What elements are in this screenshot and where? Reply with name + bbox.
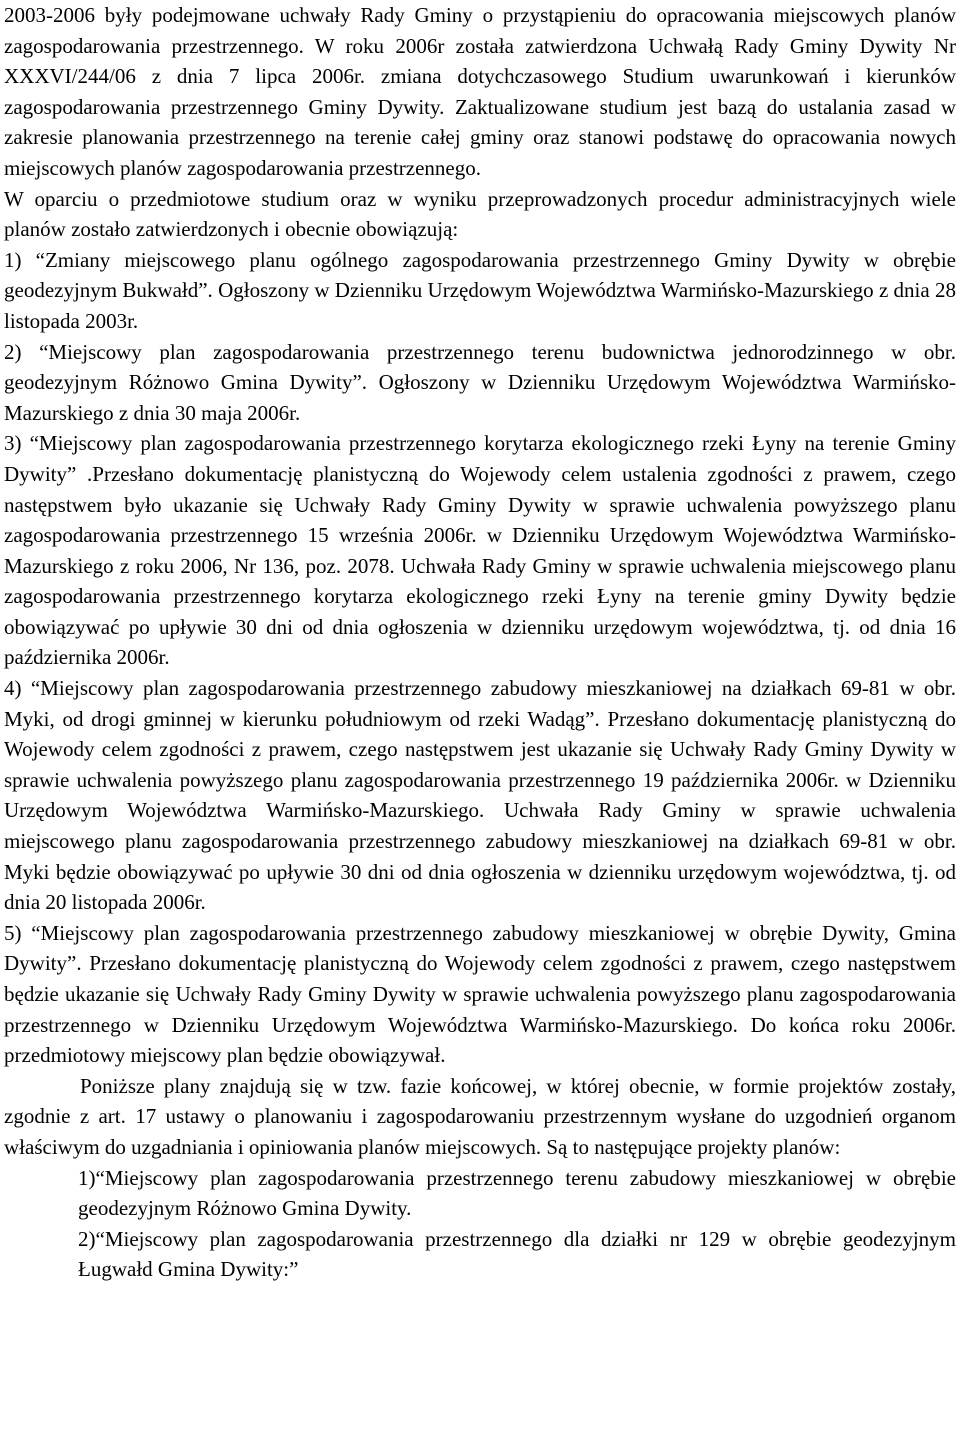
plan-item-3: 3) “Miejscowy plan zagospodarowania przestrzennego korytarza ekologicznego rzeki Łyny na terenie Gminy Dywity” .Przesłano dokumentację planistyczną do Wojewody celem ustalenia zgodności z prawem, czego następstwem było ukazanie się Uchwały Rady Gminy Dywity w sprawie uchwalenia powyższego planu zagospodarowania przestrzennego 15 września 2006r. w Dzienniku Urzędowym Województwa Warmińsko-Mazurskiego z roku 2006, Nr 136, poz. 2078. Uchwała Rady Gminy w sprawie uchwalenia miejscowego planu zagospodarowania przestrzennego korytarza ekologicznego rzeki Łyny na terenie gminy Dywity będzie obowiązywać po upływie 30 dni od dnia ogłoszenia w dzienniku urzędowym województwa, tj. od dnia 16 października 2006r. xyxy=(4,431,956,670)
plan-item-4: 4) “Miejscowy plan zagospodarowania przestrzennego zabudowy mieszkaniowej na działkach 69-81 w obr. Myki, od drogi gminnej w kierunku południowym od rzeki Wadąg”. Przesłano dokumentację planistyczną do Wojewody celem zgodności z prawem, czego następstwem jest ukazanie się Uchwały Rady Gminy Dywity w sprawie uchwalenia powyższego planu zagospodarowania przestrzennego 19 października 2006r. w Dzienniku Urzędowym Województwa Warmińsko-Mazurskiego. Uchwała Rady Gminy w sprawie uchwalenia miejscowego planu zagospodarowania przestrzennego zabudowy mieszkaniowej na działkach 69-81 w obr. Myki będzie obowiązywać po upływie 30 dni od dnia ogłoszenia w dzienniku urzędowym województwa, tj. od dnia 20 listopada 2006r. xyxy=(4,676,956,915)
approved-plans-intro: W oparciu o przedmiotowe studium oraz w wyniku przeprowadzonych procedur administracyjnych wiele planów zostało zatwierdzonych i obecnie obowiązują: xyxy=(4,186,956,242)
plan-item-2: 2) “Miejscowy plan zagospodarowania przestrzennego terenu budownictwa jednorodzinnego w obr. geodezyjnym Różnowo Gmina Dywity”. Ogłoszony w Dzienniku Urzędowym Województwa Warmińsko-Mazurskiego z dnia 30 maja 2006r. xyxy=(4,339,956,425)
intro-paragraph: 2003-2006 były podejmowane uchwały Rady Gminy o przystąpieniu do opracowania miejscowych planów zagospodarowania przestrzennego. W roku 2006r została zatwierdzona Uchwałą Rady Gminy Dywity Nr XXXVI/244/06 z dnia 7 lipca 2006r. zmiana dotychczasowego Studium uwarunkowań i kierunków zagospodarowania przestrzennego Gminy Dywity. Zaktualizowane studium jest bazą do ustalania zasad w zakresie planowania przestrzennego na terenie całej gminy oraz stanowi podstawę do opracowania nowych miejscowych planów zagospodarowania przestrzennego. xyxy=(4,3,956,180)
plan-item-1: 1) “Zmiany miejscowego planu ogólnego zagospodarowania przestrzennego Gminy Dywity w obrębie geodezyjnym Bukwałd”. Ogłoszony w Dzienniku Urzędowym Województwa Warmińsko-Mazurskiego z dnia 28 listopada 2003r. xyxy=(4,247,956,333)
draft-plan-item-2: 2)“Miejscowy plan zagospodarowania przestrzennego dla działki nr 129 w obrębie geodezyjnym Ługwałd Gmina Dywity:” xyxy=(78,1226,956,1282)
draft-plans-intro: Poniższe plany znajdują się w tzw. fazie końcowej, w której obecnie, w formie projektów zostały, zgodnie z art. 17 ustawy o planowaniu i zagospodarowaniu przestrzennym wysłane do uzgodnień organom właściwym do uzgadniania i opiniowania planów miejscowych. Są to następujące projekty planów: xyxy=(4,1073,956,1159)
document-page xyxy=(4,0,956,1285)
plan-item-5: 5) “Miejscowy plan zagospodarowania przestrzennego zabudowy mieszkaniowej w obrębie Dywity, Gmina Dywity”. Przesłano dokumentację planistyczną do Wojewody celem zgodności z prawem, czego następstwem będzie ukazanie się Uchwały Rady Gminy Dywity w sprawie uchwalenia powyższego planu zagospodarowania przestrzennego w Dzienniku Urzędowym Województwa Warmińsko-Mazurskiego. Do końca roku 2006r. przedmiotowy miejscowy plan będzie obowiązywał. xyxy=(4,920,956,1068)
draft-plan-item-1: 1)“Miejscowy plan zagospodarowania przestrzennego terenu zabudowy mieszkaniowej w obrębie geodezyjnym Różnowo Gmina Dywity. xyxy=(78,1165,956,1221)
